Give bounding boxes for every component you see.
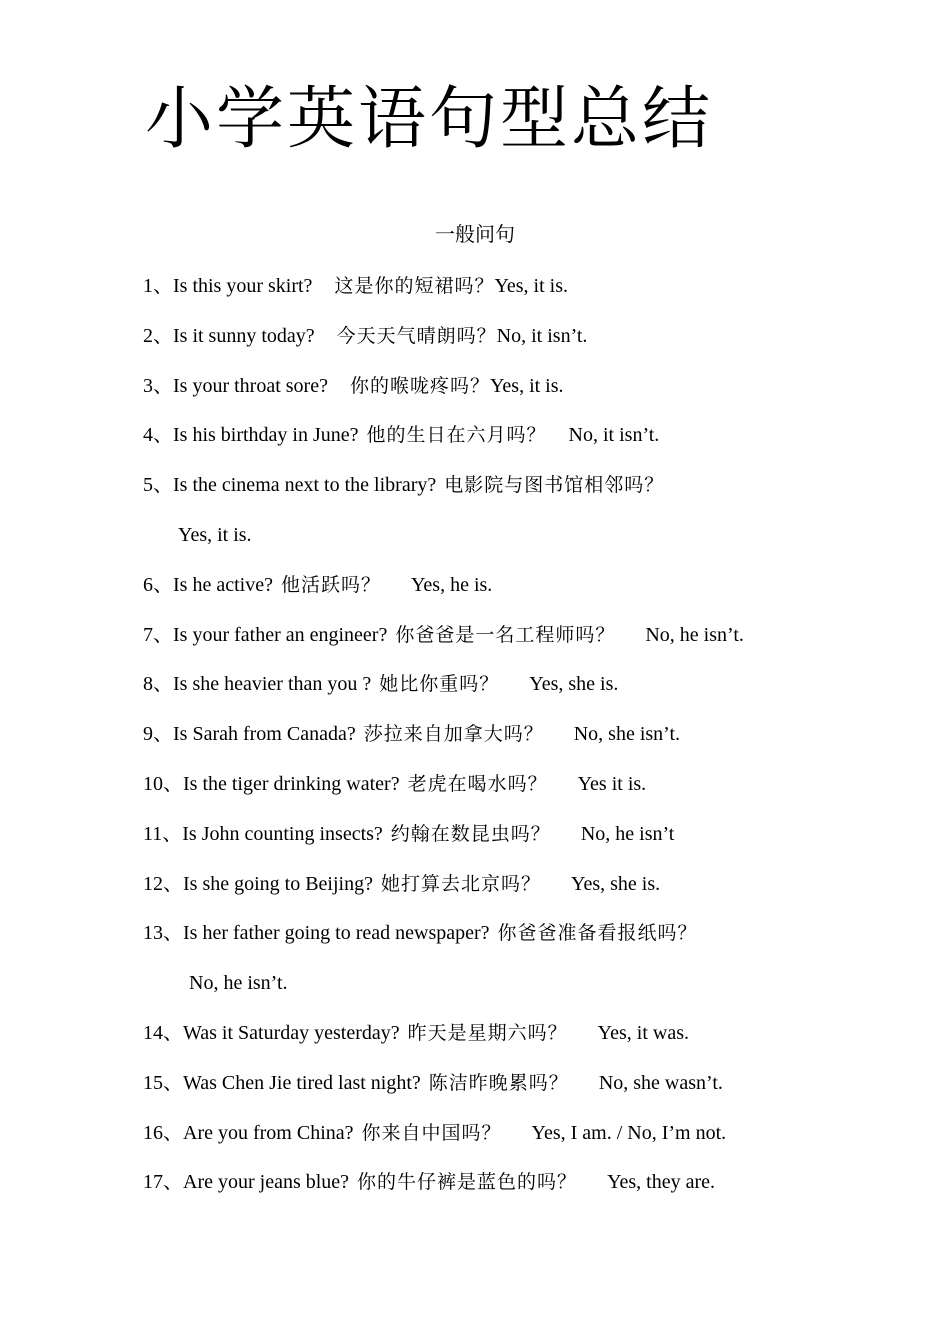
- answer: Yes, it is.: [178, 523, 252, 546]
- answer: Yes, it is.: [489, 374, 564, 397]
- chinese-translation: 今天天气晴朗吗？: [336, 324, 497, 347]
- item-number: 4、: [143, 424, 173, 447]
- answer: Yes, I am. / No, I’m not.: [531, 1121, 727, 1144]
- chinese-translation: 你来自中国吗？: [361, 1121, 502, 1144]
- chinese-translation: 莎拉来自加拿大吗？: [363, 723, 544, 746]
- chinese-translation: 陈洁昨晚累吗？: [428, 1071, 569, 1094]
- answer: Yes, they are.: [607, 1171, 716, 1194]
- english-question: Is her father going to read newspaper?: [183, 922, 490, 945]
- chinese-translation: 约翰在数昆虫吗？: [390, 822, 551, 845]
- section-heading: 一般问句: [435, 222, 515, 246]
- answer: No, he isn’t.: [189, 972, 288, 995]
- item-number: 9、: [143, 723, 173, 746]
- chinese-translation: 他的生日在六月吗？: [366, 424, 547, 447]
- answer: Yes it is.: [577, 772, 647, 795]
- english-question: Is it sunny today?: [173, 324, 315, 347]
- item-number: 13、: [143, 922, 183, 945]
- list-item: [143, 619, 833, 669]
- answer: Yes, it is.: [494, 275, 569, 297]
- list-item: [143, 718, 833, 768]
- english-question: Was Chen Jie tired last night?: [183, 1071, 421, 1094]
- list-item: [143, 917, 833, 967]
- english-question: Was it Saturday yesterday?: [183, 1021, 400, 1044]
- list-item: [143, 768, 833, 818]
- english-question: Is he active?: [173, 573, 273, 596]
- answer: No, it isn’t.: [568, 424, 660, 447]
- chinese-translation: 老虎在喝水吗？: [407, 772, 548, 795]
- chinese-translation: 电影院与图书馆相邻吗？: [444, 474, 665, 497]
- list-item: [143, 1117, 833, 1167]
- english-question: Is this your skirt?: [173, 275, 313, 297]
- list-item: [143, 370, 833, 420]
- list-item: [143, 270, 833, 320]
- item-number: 3、: [143, 374, 173, 397]
- item-number: 10、: [143, 772, 183, 795]
- item-number: 17、: [143, 1171, 183, 1194]
- list-item-continuation: [143, 519, 833, 569]
- answer: No, he isn’t.: [645, 623, 744, 646]
- english-question: Are your jeans blue?: [183, 1171, 350, 1194]
- item-number: 15、: [143, 1071, 183, 1094]
- chinese-translation: 你的牛仔裤是蓝色的吗？: [357, 1171, 578, 1194]
- list-item: [143, 569, 833, 619]
- english-question: Is your father an engineer?: [173, 623, 388, 646]
- chinese-translation: 这是你的短裙吗？: [334, 275, 495, 297]
- chinese-translation: 你爸爸是一名工程师吗？: [395, 623, 616, 646]
- item-number: 14、: [143, 1021, 183, 1044]
- item-number: 11、: [143, 822, 183, 845]
- chinese-translation: 她打算去北京吗？: [380, 872, 541, 895]
- english-question: Is your throat sore?: [173, 374, 328, 397]
- list-item: [143, 818, 833, 868]
- list-item: [143, 320, 833, 370]
- list-item: [143, 419, 833, 469]
- answer: No, she wasn’t.: [598, 1071, 723, 1094]
- english-question: Is John counting insects?: [182, 822, 383, 845]
- item-number: 8、: [143, 673, 173, 696]
- list-item: [143, 1166, 833, 1216]
- item-number: 7、: [143, 623, 173, 646]
- item-number: 5、: [143, 474, 173, 497]
- answer: No, it isn’t.: [496, 324, 588, 347]
- answer: Yes, she is.: [571, 872, 661, 895]
- list-item: [143, 868, 833, 918]
- list-item: [143, 1017, 833, 1067]
- answer: Yes, she is.: [529, 673, 619, 696]
- english-question: Is the tiger drinking water?: [183, 772, 400, 795]
- item-number: 12、: [143, 872, 183, 895]
- list-item-continuation: [143, 967, 833, 1017]
- chinese-translation: 你爸爸准备看报纸吗？: [497, 922, 698, 945]
- item-number: 1、: [143, 275, 173, 297]
- chinese-translation: 昨天是星期六吗？: [407, 1021, 568, 1044]
- item-number: 6、: [143, 573, 173, 596]
- list-item: [143, 1067, 833, 1117]
- item-number: 16、: [143, 1121, 183, 1144]
- english-question: Is she heavier than you ?: [173, 673, 372, 696]
- page-title: 小学英语句型总结: [145, 80, 714, 159]
- answer: Yes, it was.: [597, 1021, 689, 1044]
- chinese-translation: 你的喉咙疼吗？: [349, 374, 490, 397]
- answer: No, he isn’t: [580, 822, 675, 845]
- answer: No, she isn’t.: [573, 723, 681, 746]
- chinese-translation: 她比你重吗？: [379, 673, 500, 696]
- english-question: Are you from China?: [183, 1121, 354, 1144]
- answer: Yes, he is.: [410, 573, 493, 596]
- english-question: Is Sarah from Canada?: [173, 723, 356, 746]
- question-list: [143, 270, 833, 1216]
- english-question: Is the cinema next to the library?: [173, 474, 437, 497]
- list-item: [143, 668, 833, 718]
- chinese-translation: 他活跃吗？: [280, 573, 381, 596]
- item-number: 2、: [143, 324, 173, 347]
- english-question: Is his birthday in June?: [173, 424, 359, 447]
- english-question: Is she going to Beijing?: [183, 872, 373, 895]
- list-item: [143, 469, 833, 519]
